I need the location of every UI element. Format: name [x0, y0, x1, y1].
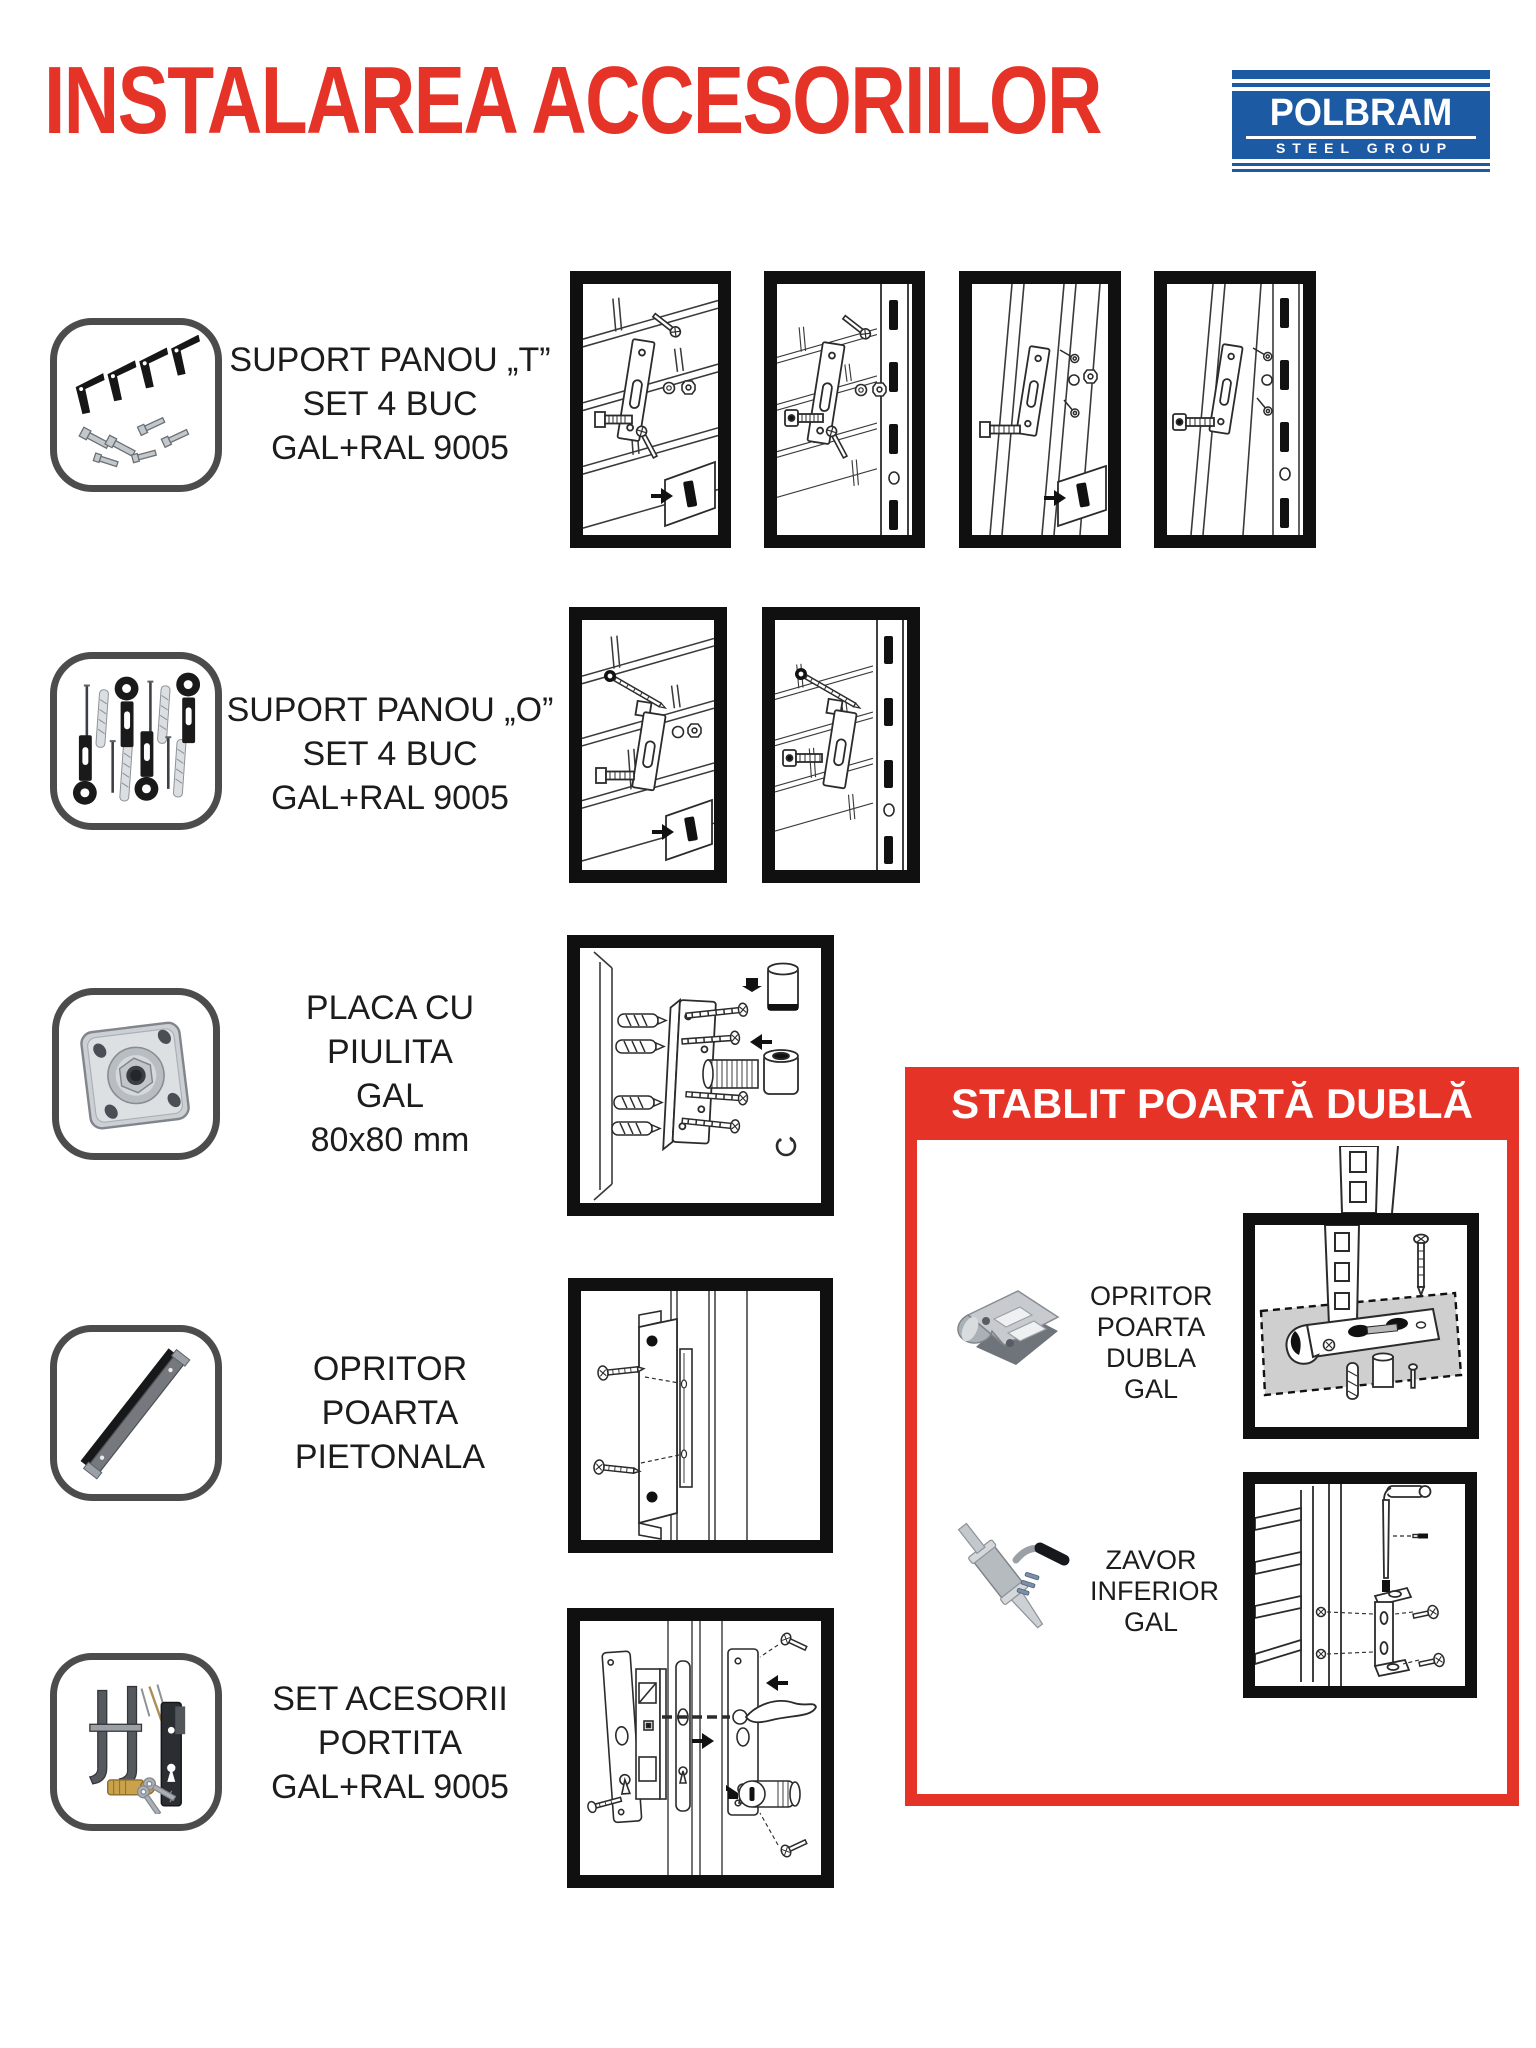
diagram-set-acesorii-portita	[567, 1608, 834, 1888]
label-line: PLACA CU	[305, 989, 475, 1027]
logo-stripe	[1232, 87, 1490, 91]
label-line: DUBLA	[1105, 1343, 1197, 1373]
label-line: GAL	[1123, 1607, 1179, 1637]
polbram-logo	[1232, 70, 1490, 172]
label-line: SET 4 BUC	[302, 385, 478, 423]
label-line: SUPORT PANOU „O”	[226, 691, 554, 729]
label-line: GAL	[1123, 1374, 1179, 1404]
label-line: PIULITA	[327, 1033, 453, 1071]
double-gate-stop-icon	[946, 1268, 1066, 1380]
label-opritor-poarta-pietonala	[225, 1347, 555, 1479]
logo-stripe	[1232, 79, 1490, 83]
label-suport-panou-t	[225, 338, 555, 470]
logo-separator	[1246, 136, 1476, 139]
gate-stop-bar-icon	[50, 1325, 222, 1501]
label-suport-panou-o	[225, 688, 555, 820]
diagram-opritor-pietonala	[568, 1278, 833, 1553]
label-placa-cu-piulita	[225, 986, 555, 1162]
label-line: GAL	[355, 1077, 425, 1115]
diagram-suport-t-step4	[1154, 271, 1316, 548]
label-line: POARTA	[1096, 1312, 1206, 1342]
page-title: INSTALAREA ACCESORIILOR	[44, 47, 1101, 154]
diagram-suport-t-step3	[959, 271, 1121, 548]
diagram-opritor-dubla	[1243, 1213, 1479, 1439]
label-line: OPRITOR	[1090, 1281, 1213, 1311]
label-opritor-dubla	[1090, 1281, 1212, 1405]
gate-post-overflow-drawing	[1300, 1146, 1420, 1213]
label-line: PIETONALA	[294, 1438, 486, 1476]
label-line: POARTA	[321, 1394, 459, 1432]
label-line: SET ACESORII	[272, 1680, 508, 1718]
label-set-acesorii-portita	[225, 1677, 555, 1809]
label-line: SUPORT PANOU „T”	[229, 341, 551, 379]
label-line: SET 4 BUC	[302, 735, 478, 773]
logo-subtitle: STEEL GROUP	[1275, 140, 1454, 156]
label-line: GAL+RAL 9005	[271, 429, 509, 467]
diagram-suport-o-step2	[762, 607, 920, 883]
label-line: PORTITA	[317, 1724, 463, 1762]
double-gate-banner	[905, 1067, 1519, 1140]
label-line: GAL+RAL 9005	[271, 1768, 509, 1806]
label-line: ZAVOR	[1105, 1545, 1197, 1575]
label-zavor-inferior	[1090, 1545, 1220, 1638]
label-line: 80x80 mm	[310, 1121, 470, 1159]
diagram-suport-t-step2	[764, 271, 925, 548]
double-gate-title: STABLIT POARTĂ DUBLĂ	[951, 1079, 1473, 1127]
logo-name: POLBRAM	[1269, 92, 1453, 134]
logo-stripe	[1232, 159, 1490, 163]
t-bracket-set-icon	[50, 318, 222, 492]
diagram-zavor-inferior	[1243, 1472, 1477, 1698]
diagram-suport-t-step1	[570, 271, 731, 548]
lower-latch-icon	[942, 1518, 1072, 1642]
label-line: OPRITOR	[312, 1350, 468, 1388]
plate-with-nut-icon	[52, 988, 220, 1160]
label-line: GAL+RAL 9005	[271, 779, 509, 817]
logo-stripe	[1232, 166, 1490, 169]
o-bracket-set-icon	[50, 652, 222, 830]
label-line: INFERIOR	[1090, 1576, 1220, 1606]
diagram-suport-o-step1	[569, 607, 727, 883]
gate-accessory-set-icon	[50, 1653, 222, 1831]
diagram-placa-cu-piulita	[567, 935, 834, 1216]
